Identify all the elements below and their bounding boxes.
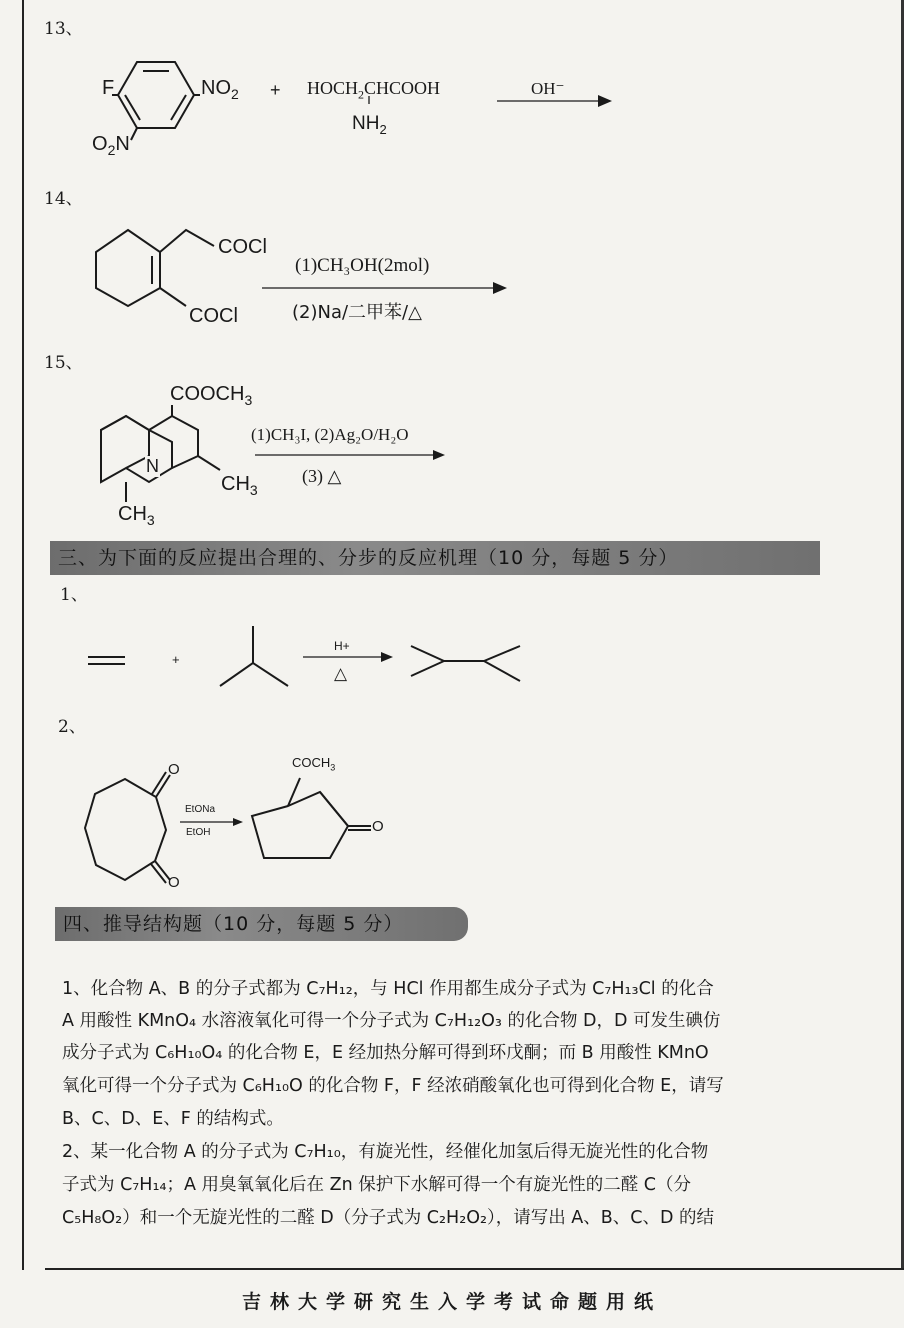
section4-line-3: 成分子式为 C₆H₁₀O₄ 的化合物 E，E 经加热分解可得到环戊酮；而 B 用酸性 KMnO [62, 1043, 709, 1063]
page-footer: 吉林大学研究生入学考试命题用纸 [241, 1291, 662, 1313]
section4-line-7: 子式为 C₇H₁₄；A 用臭氧氧化后在 Zn 保护下水解可得一个有旋光性的二醛 C（分 [62, 1175, 692, 1195]
section4-line-5: B、C、D、E、F 的结构式。 [62, 1109, 284, 1129]
section4-heading: 四、推导结构题（10 分，每题 5 分） [55, 907, 468, 941]
page-border-bottom [45, 1268, 904, 1270]
q13-ortho-nitro-label: $O_2N$ [92, 133, 130, 158]
section4-line-6: 2、某一化合物 A 的分子式为 C₇H₁₀，有旋光性，经催化加氢后得无旋光性的化合物 [62, 1142, 709, 1162]
q14-bottom-acyl-chloride: COCl [189, 305, 238, 327]
q13-para-nitro-label: $NO_2$ [201, 77, 239, 102]
section3-q1-plus-sign: + [172, 652, 180, 667]
section3-q2-ketone-oxygen: O [372, 818, 384, 835]
q15-methyl-right: $CH_3$ [221, 473, 258, 498]
section3-q2-carbonyl-bottom: O [168, 874, 180, 891]
section3-q1-condition-top: H+ [334, 639, 350, 653]
q13-fluoro-label: F [102, 77, 115, 99]
section4-line-2: A 用酸性 KMnO₄ 水溶液氧化可得一个分子式为 C₇H₁₂O₃ 的化合物 D，D 可发生碘仿 [62, 1011, 721, 1031]
section3-q2-acetyl-group: $COCH_3$ [292, 755, 336, 773]
q15-ester-group: $COOCH_3$ [170, 383, 253, 408]
q15-nitrogen-atom: N [146, 456, 159, 476]
section3-heading: 三、为下面的反应提出合理的、分步的反应机理（10 分，每题 5 分） [50, 541, 820, 575]
question-13-number: 13、 [44, 19, 83, 39]
section4-line-4: 氧化可得一个分子式为 C₆H₁₀O 的化合物 F，F 经浓硝酸氧化也可得到化合物 E，请写 [62, 1076, 724, 1096]
section4-line-8: C₅H₈O₂）和一个无旋光性的二醛 D（分子式为 C₂H₂O₂），请写出 A、B、C、D 的结 [62, 1208, 715, 1228]
section3-q2-number: 2、 [58, 717, 86, 737]
q14-condition-top: (1)CH₃OH(2mol) [295, 255, 430, 276]
section4-line-1: 1、化合物 A、B 的分子式都为 C₇H₁₂，与 HCl 作用都生成分子式为 C₇H₁₃Cl 的化合 [62, 979, 714, 999]
question-15-number: 15、 [44, 353, 83, 373]
section3-q2-condition-top: EtONa [185, 804, 216, 815]
q13-amino-group: $NH_2$ [352, 113, 387, 137]
q15-condition-bottom: (3) △ [302, 466, 342, 486]
section3-q2-condition-bottom: EtOH [186, 827, 211, 838]
q15-condition-top: (1)CH₃I, (2)Ag₂O/H₂O [251, 425, 409, 444]
section3-q1-number: 1、 [60, 585, 88, 605]
question-14-number: 14、 [44, 189, 83, 209]
q13-condition: OH⁻ [531, 79, 565, 98]
q15-methyl-bottom: $CH_3$ [118, 503, 155, 528]
q14-top-acyl-chloride: COCl [218, 236, 267, 258]
section3-q1-condition-bottom: △ [334, 664, 348, 683]
section3-q2-carbonyl-top: O [168, 761, 180, 778]
q13-serine-formula: $HOCH_2CHCOOH$ [307, 78, 441, 102]
q14-condition-bottom: (2)Na/二甲苯/△ [292, 302, 422, 323]
q13-plus-sign: + [270, 80, 281, 100]
